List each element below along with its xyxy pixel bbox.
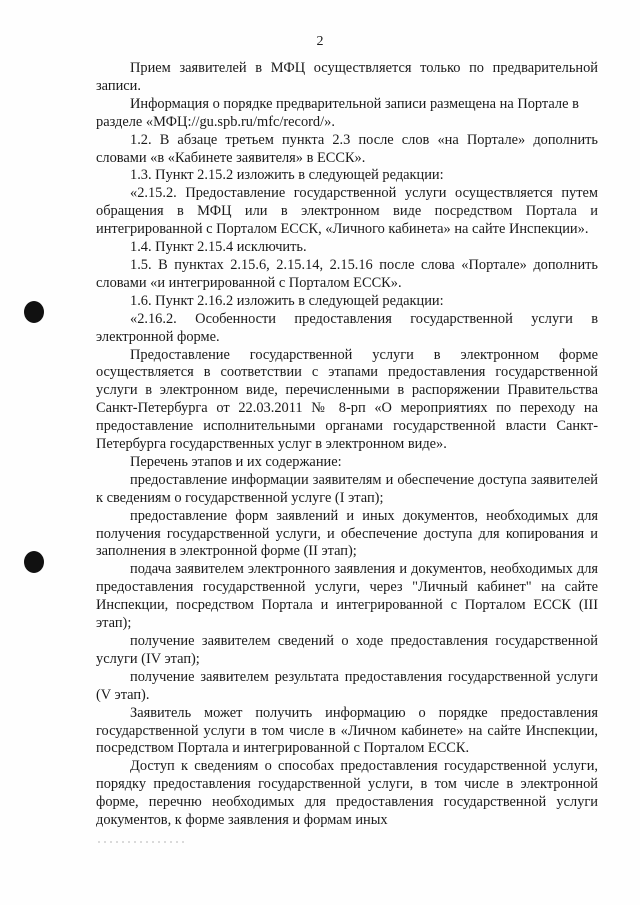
paragraph: 1.4. Пункт 2.15.4 исключить.	[130, 239, 307, 256]
paragraph: «2.16.2. Особенности предоставления государственной услуги в электронной форме.	[96, 310, 598, 345]
paragraph: подача заявителем электронного заявления и документов, необходимых для предоставления государственной услуги, через "Личный кабинет" на сайте Инспекции, посредством Портала и интегрированной с Порталом ЕССК (III этап);	[96, 561, 598, 632]
punch-hole-top	[24, 301, 44, 323]
document-body	[96, 60, 598, 830]
paragraph: 1.3. Пункт 2.15.2 изложить в следующей редакции:	[130, 167, 444, 184]
paragraph: Доступ к сведениям о способах предоставления государственной услуги, порядку предоставления государственной услуги, в том числе в электронной форме, перечню необходимых для предоставления государственной услуги документов, к форме заявления и формам иных	[96, 758, 598, 829]
paragraph: предоставление форм заявлений и иных документов, необходимых для получения государственной услуги, и обеспечение доступа для копирования и заполнения в электронной форме (II этап);	[96, 507, 598, 560]
paragraph: «2.15.2. Предоставление государственной услуги осуществляется путем обращения в МФЦ или в электронном виде посредством Портала и интегрированной с Порталом ЕССК, «Личного кабинета» на сайте Инспекции».	[96, 185, 598, 238]
page-number: 2	[316, 34, 324, 49]
paragraph: получение заявителем результата предоставления государственной услуги (V этап).	[96, 668, 598, 703]
paragraph: Заявитель может получить информацию о порядке предоставления государственной услуги в том числе в «Личном кабинете» на сайте Инспекции, посредством Портала и интегрированной с Порталом ЕССК.	[96, 704, 598, 757]
punch-hole-bottom	[24, 551, 44, 573]
paragraph: Перечень этапов и их содержание:	[130, 453, 342, 470]
paragraph: получение заявителем сведений о ходе предоставления государственной услуги (IV этап);	[96, 633, 598, 667]
paragraph: 1.6. Пункт 2.16.2 изложить в следующей редакции:	[130, 292, 444, 309]
scan-specks	[96, 838, 186, 846]
paragraph: 1.5. В пунктах 2.15.6, 2.15.14, 2.15.16 после слова «Портале» дополнить словами «и интегрированной с Порталом ЕССК».	[96, 256, 598, 291]
paragraph: предоставление информации заявителям и обеспечение доступа заявителей к сведениям о государственной услуге (I этап);	[96, 471, 598, 506]
paragraph: Предоставление государственной услуги в электронном форме осуществляется в соответствии с этапами предоставления государственной услуги в электронном виде, перечисленными в распоряжении Правительства Санкт-Петербурга от 22.03.2011 № 8-рп «О мероприятиях по переходу на предоставление исполнительными органами государственной власти Санкт-Петербурга государственных услуг в электронном виде».	[96, 346, 598, 453]
paragraph: Информация о порядке предварительной записи размещена на Портале в разделе «МФЦ://gu.spb.ru/mfc/record/».	[96, 95, 579, 130]
paragraph: Прием заявителей в МФЦ осуществляется только по предварительной записи.	[96, 60, 598, 94]
paragraph: 1.2. В абзаце третьем пункта 2.3 после слов «на Портале» дополнить словами «в «Кабинете заявителя» в ЕССК».	[96, 131, 598, 166]
